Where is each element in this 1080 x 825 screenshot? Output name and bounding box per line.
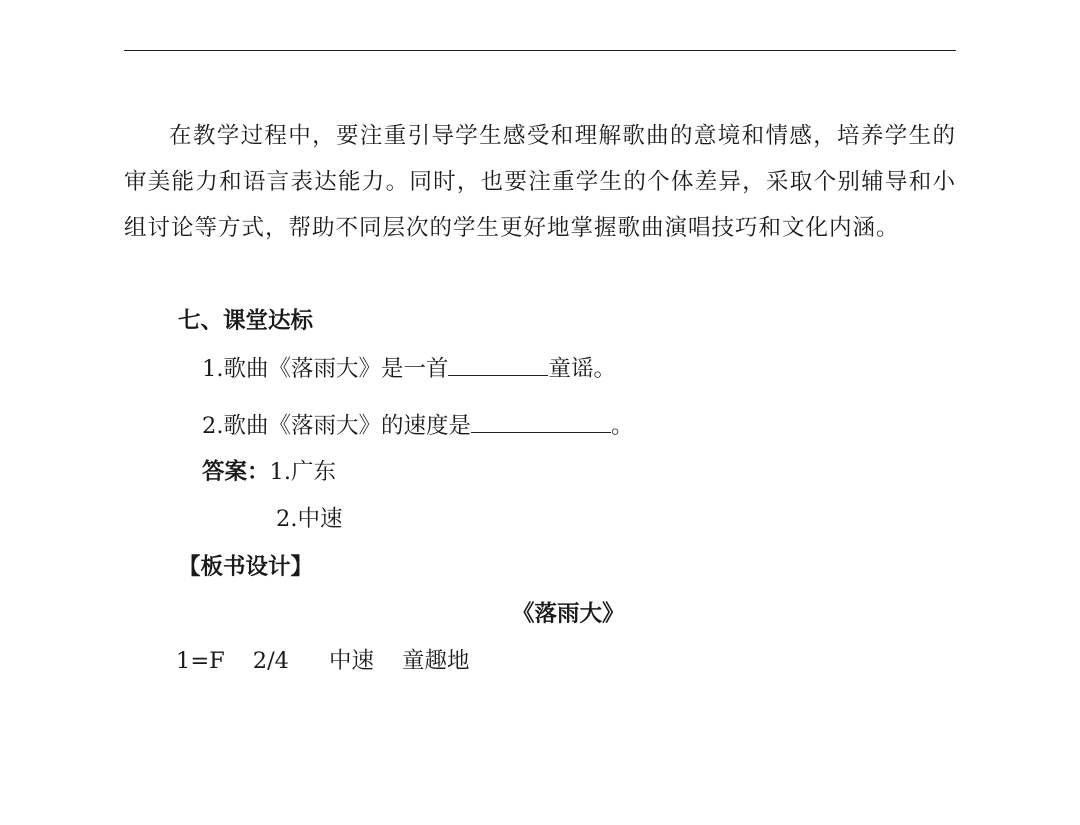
answer-1: 1.广东 [269,459,336,485]
question-1-suffix: 童谣。 [548,356,616,382]
expression-marking: 童趣地 [402,648,470,674]
question-1-blank [448,353,548,376]
board-design-title: 【板书设计】 [178,554,314,580]
question-2-suffix: 。 [610,413,634,439]
key-signature: 1=F [176,648,225,674]
question-1-text: 1.歌曲《落雨大》是一首 [202,356,449,382]
question-1 [202,353,616,384]
song-title: 《落雨大》 [512,601,625,627]
answer-label: 答案： [202,459,270,485]
question-2-blank [471,410,611,433]
question-2 [202,410,633,441]
header-rule [124,50,956,51]
music-info [176,646,470,676]
answer-2: 2.中速 [276,506,343,532]
tempo-marking: 中速 [329,648,375,674]
question-2-text: 2.歌曲《落雨大》的速度是 [202,413,471,439]
time-signature: 2/4 [252,648,289,674]
section-title: 七、课堂达标 [178,308,314,334]
teaching-paragraph: 在教学过程中，要注重引导学生感受和理解歌曲的意境和情感，培养学生的审美能力和语言表达能力。同时，也要注重学生的个体差异，采取个别辅导和小组讨论等方式，帮助不同层次的学生更好地掌握歌曲演唱技巧和文化内涵。 [124,123,956,241]
answer-line-1 [202,457,336,487]
